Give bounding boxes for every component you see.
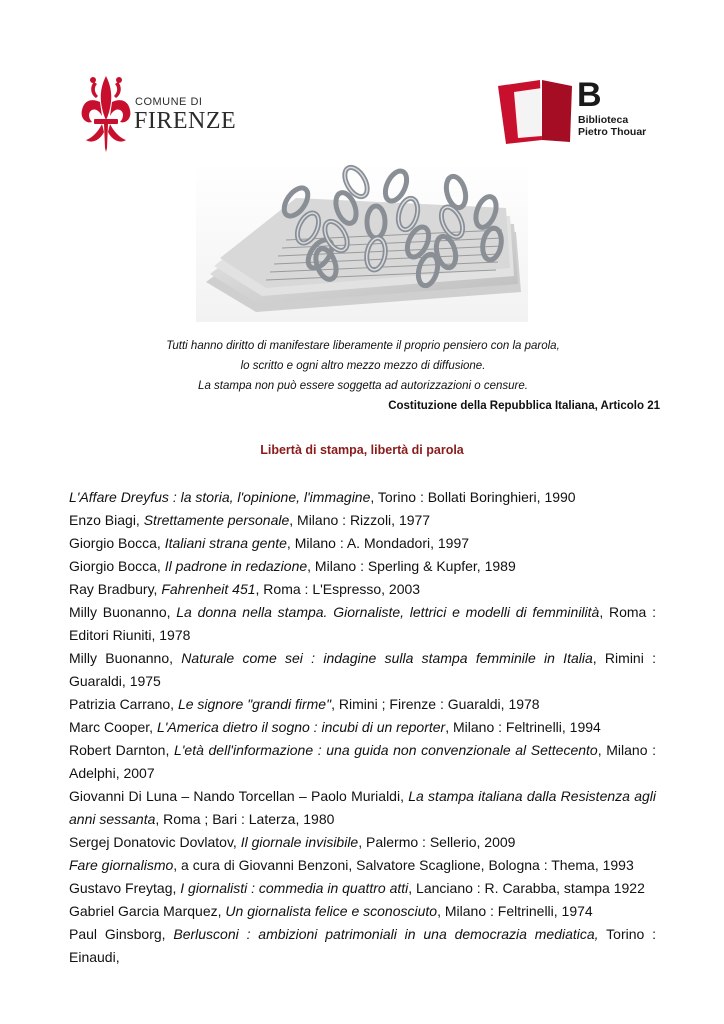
bibliography-entry: Sergej Donatovic Dovlatov, Il giornale invisibile, Palermo : Sellerio, 2009 (69, 834, 516, 850)
bibliography-entry: Patrizia Carrano, Le signore "grandi firme", Rimini ; Firenze : Guaraldi, 1978 (69, 696, 540, 712)
biblioteca-pietro-thouar-logo (496, 76, 656, 150)
constitution-quote (66, 336, 660, 416)
bibliography-entry: Milly Buonanno, Naturale come sei : indagine sulla stampa femminile in Italia, Rimini : Guaraldi, 1975 (69, 650, 656, 689)
bibliography-entry: Giorgio Bocca, Il padrone in redazione, Milano : Sperling & Kupfer, 1989 (69, 558, 516, 574)
chained-newspapers-image (196, 162, 528, 322)
bibliography-entry: Robert Darnton, L'età dell'informazione : una guida non convenzionale al Settecento, Milano : Adelphi, 2007 (69, 742, 656, 781)
florentine-lily-icon (78, 72, 134, 154)
bibliography-entry: Paul Ginsborg, Berlusconi : ambizioni patrimoniali in una democrazia mediatica, Torino : Einaudi, (69, 926, 656, 965)
bibliography-entry: Fare giornalismo, a cura di Giovanni Benzoni, Salvatore Scaglione, Bologna : Thema, 1993 (69, 857, 634, 873)
bibliography-entry: Gabriel Garcia Marquez, Un giornalista felice e sconosciuto, Milano : Feltrinelli, 1974 (69, 903, 593, 919)
firenze-label: FIRENZE (134, 108, 237, 134)
quote-line: La stampa non può essere soggetta ad autorizzazioni o censure. (198, 380, 528, 392)
quote-line: lo scritto e ogni altro mezzo mezzo di diffusione. (240, 360, 486, 372)
biblioteca-line2: Pietro Thouar (578, 126, 647, 138)
biblioteca-name (578, 114, 646, 138)
page-title: Libertà di stampa, libertà di parola (260, 443, 464, 457)
bibliography-entry: Milly Buonanno, La donna nella stampa. Giornaliste, lettrici e modelli di femminilità, Roma : Editori Riuniti, 1978 (69, 604, 656, 643)
bibliography-entry: L'Affare Dreyfus : la storia, l'opinione, l'immagine, Torino : Bollati Boringhieri, 1990 (69, 489, 576, 505)
comune-di-firenze-logo (78, 72, 238, 154)
bibliography-list (69, 486, 656, 969)
comune-label: COMUNE DI (135, 96, 203, 108)
biblioteca-line1: Biblioteca (578, 114, 629, 126)
bibliography-entry: Enzo Biagi, Strettamente personale, Milano : Rizzoli, 1977 (69, 512, 431, 528)
bibliography-entry: Gustavo Freytag, I giornalisti : commedia in quattro atti, Lanciano : R. Carabba, stampa 1922 (69, 880, 645, 896)
quote-line: Tutti hanno diritto di manifestare liberamente il proprio pensiero con la parola, (166, 340, 560, 352)
bibliography-entry: Ray Bradbury, Fahrenheit 451, Roma : L'Espresso, 2003 (69, 581, 421, 597)
bibliography-entry: Giovanni Di Luna – Nando Torcellan – Paolo Murialdi, La stampa italiana dalla Resistenza agli anni sessanta, Roma ; Bari : Laterza, 1980 (69, 788, 656, 827)
bibliography-entry: Giorgio Bocca, Italiani strana gente, Milano : A. Mondadori, 1997 (69, 535, 470, 551)
quote-source: Costituzione della Repubblica Italiana, Articolo 21 (388, 400, 660, 412)
bibliography-entry: Marc Cooper, L'America dietro il sogno : incubi di un reporter, Milano : Feltrinelli, 1994 (69, 719, 601, 735)
biblioteca-initial: B (577, 76, 602, 114)
biblioteca-book-icon (496, 80, 574, 146)
